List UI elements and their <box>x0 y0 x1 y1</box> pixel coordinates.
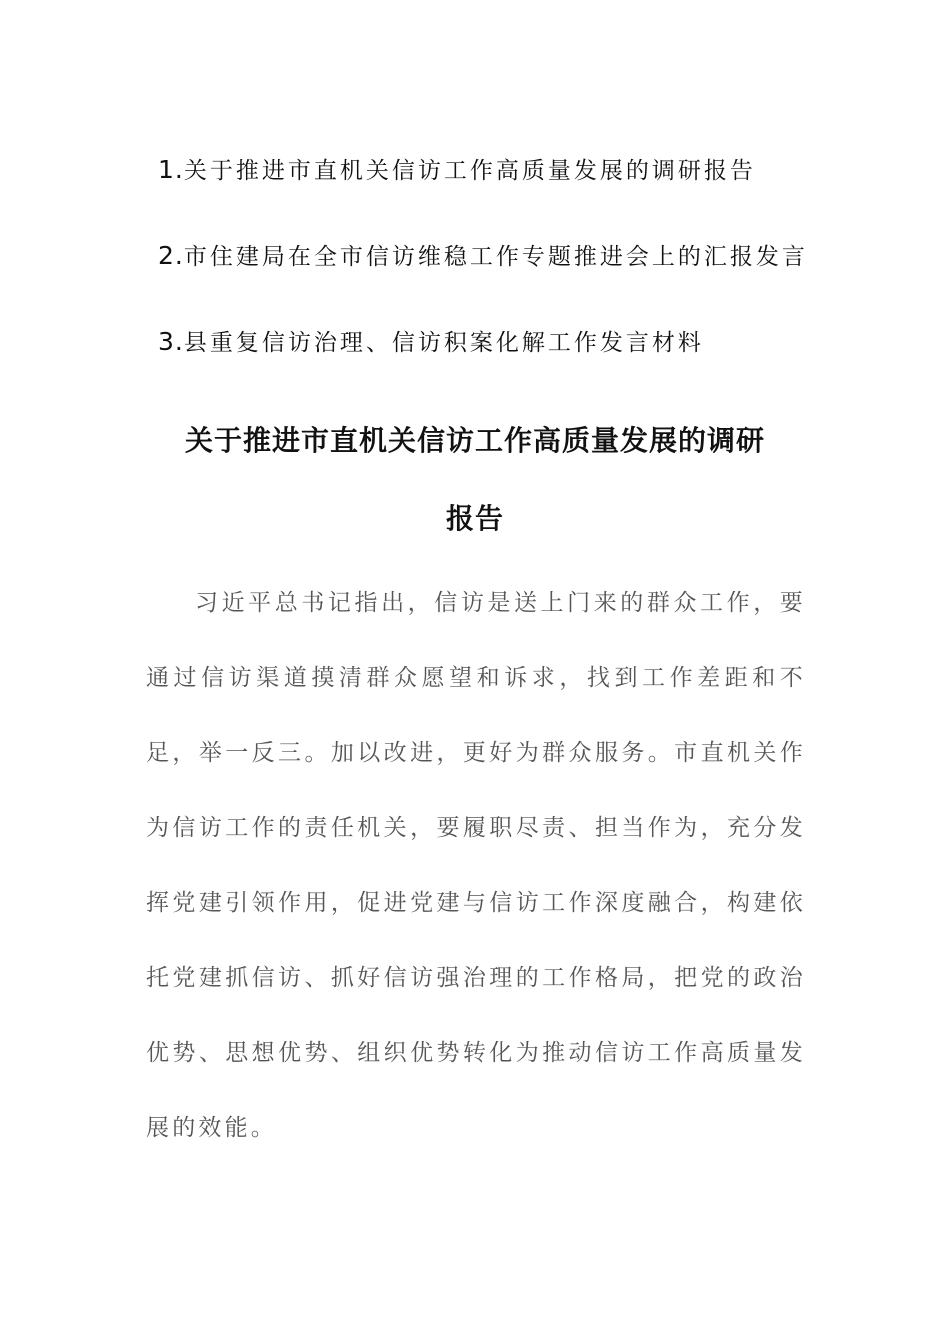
article-title-line-2: 报告 <box>445 502 504 535</box>
toc-item-1 <box>158 150 858 236</box>
article-paragraph: 习近平总书记指出，信访是送上门来的群众工作，要通过信访渠道摸清群众愿望和诉求，找到工作差距和不足，举一反三。加以改进，更好为群众服务。市直机关作为信访工作的责任机关，要履职尽责、担当作为，充分发挥党建引领作用，促进党建与信访工作深度融合，构建依托党建抓信访、抓好信访强治理的工作格局，把党的政治优势、思想优势、组织优势转化为推动信访工作高质量发展的效能。 <box>146 590 806 1141</box>
table-of-contents <box>158 150 858 408</box>
article-title-line-1: 关于推进市直机关信访工作高质量发展的调研 <box>184 424 765 457</box>
article-title <box>140 402 810 558</box>
toc-item-number: 2. <box>158 241 184 270</box>
toc-item-text: 市住建局在全市信访维稳工作专题推进会上的汇报发言 <box>183 244 808 270</box>
toc-item-text: 关于推进市直机关信访工作高质量发展的调研报告 <box>183 158 756 184</box>
toc-item-number: 1. <box>158 155 184 184</box>
toc-item-text: 县重复信访治理、信访积案化解工作发言材料 <box>183 330 704 356</box>
toc-item-3 <box>158 322 858 408</box>
toc-item-2 <box>158 236 858 322</box>
toc-item-number: 3. <box>158 327 184 356</box>
